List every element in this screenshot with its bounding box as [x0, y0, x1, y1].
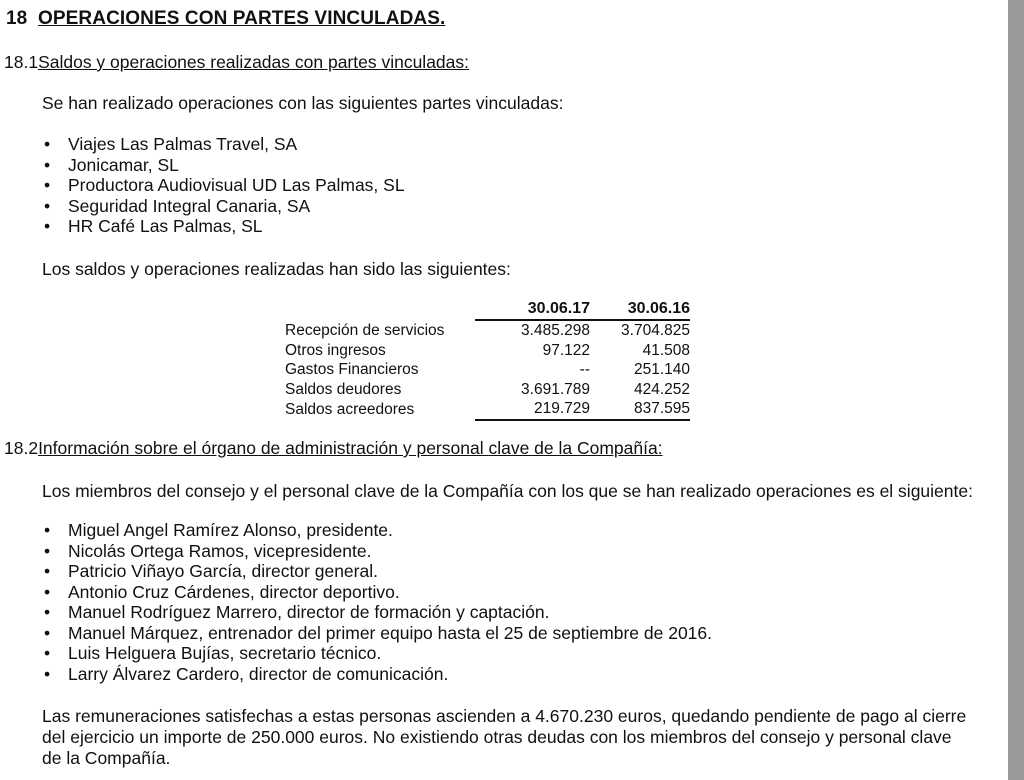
table-row: Recepción de servicios 3.485.298 3.704.825	[285, 321, 690, 339]
bullet-icon: •	[44, 561, 51, 581]
subsection-heading-18-1	[4, 52, 469, 73]
section-number: 18	[6, 8, 28, 29]
list-item: • Nicolás Ortega Ramos, vicepresidente.	[44, 540, 372, 561]
column-header: 30.06.17	[475, 299, 600, 320]
bullet-icon: •	[44, 520, 51, 540]
vertical-scrollbar[interactable]	[1008, 0, 1024, 780]
list-item: • HR Café Las Palmas, SL	[44, 216, 263, 236]
subsection-title: Saldos y operaciones realizadas con partes vinculadas:	[38, 52, 470, 72]
list-item: • Miguel Angel Ramírez Alonso, presidente.	[44, 520, 393, 540]
bullet-icon: •	[44, 134, 51, 154]
table-row: Saldos deudores 3.691.789 424.252	[285, 380, 690, 398]
bullet-icon: •	[44, 540, 51, 561]
bullet-icon: •	[44, 602, 51, 622]
related-parties-list	[42, 134, 405, 237]
table-intro: Los saldos y operaciones realizadas han sido las siguientes:	[42, 259, 511, 279]
bullet-icon: •	[44, 195, 51, 216]
list-item: • Jonicamar, SL	[44, 154, 179, 175]
subsection-number: 18.1	[4, 52, 39, 72]
list-item: • Larry Álvarez Cardero, director de comunicación.	[44, 663, 449, 684]
subsection-heading-18-2	[4, 438, 663, 459]
members-intro: Los miembros del consejo y el personal clave de la Compañía con los que se han realizado operaciones es el siguiente:	[42, 481, 973, 501]
subsection-title: Información sobre el órgano de administración y personal clave de la Compañía:	[38, 438, 663, 458]
table-row: Otros ingresos 97.122 41.508	[285, 341, 690, 359]
list-item: • Patricio Viñayo García, director general.	[44, 561, 378, 581]
list-item: • Antonio Cruz Cárdenes, director deportivo.	[44, 581, 400, 602]
subsection-number: 18.2	[4, 438, 39, 458]
bullet-icon: •	[44, 216, 51, 236]
bullet-icon: •	[44, 154, 51, 175]
bullet-icon: •	[44, 622, 51, 643]
bullet-icon: •	[44, 175, 51, 195]
balances-table	[285, 299, 690, 421]
table-row: Gastos Financieros -- 251.140	[285, 361, 690, 378]
bullet-icon: •	[44, 663, 51, 684]
section-heading	[6, 8, 445, 30]
table-row: Saldos acreedores 219.729 837.595	[285, 400, 690, 418]
key-personnel-list	[42, 520, 712, 684]
section-title: OPERACIONES CON PARTES VINCULADAS.	[38, 8, 446, 29]
list-item: • Manuel Rodríguez Marrero, director de formación y captación.	[44, 602, 550, 622]
list-item: • Viajes Las Palmas Travel, SA	[44, 134, 298, 154]
closing-paragraph: Las remuneraciones satisfechas a estas personas ascienden a 4.670.230 euros, quedando pendiente de pago al cierre del ejercicio un importe de 250.000 euros. No existiendo otras deudas con los miembros del consejo y personal clave de la Compañía.	[42, 706, 967, 768]
list-item: • Manuel Márquez, entrenador del primer equipo hasta el 25 de septiembre de 2016.	[44, 622, 713, 643]
list-item: • Luis Helguera Bujías, secretario técnico.	[44, 643, 382, 663]
table-header-row	[285, 299, 690, 320]
list-item: • Seguridad Integral Canaria, SA	[44, 195, 311, 216]
parties-intro: Se han realizado operaciones con las siguientes partes vinculadas:	[42, 93, 564, 113]
bullet-icon: •	[44, 581, 51, 602]
list-item: • Productora Audiovisual UD Las Palmas, SL	[44, 175, 405, 195]
bullet-icon: •	[44, 643, 51, 663]
column-header: 30.06.16	[600, 299, 690, 320]
